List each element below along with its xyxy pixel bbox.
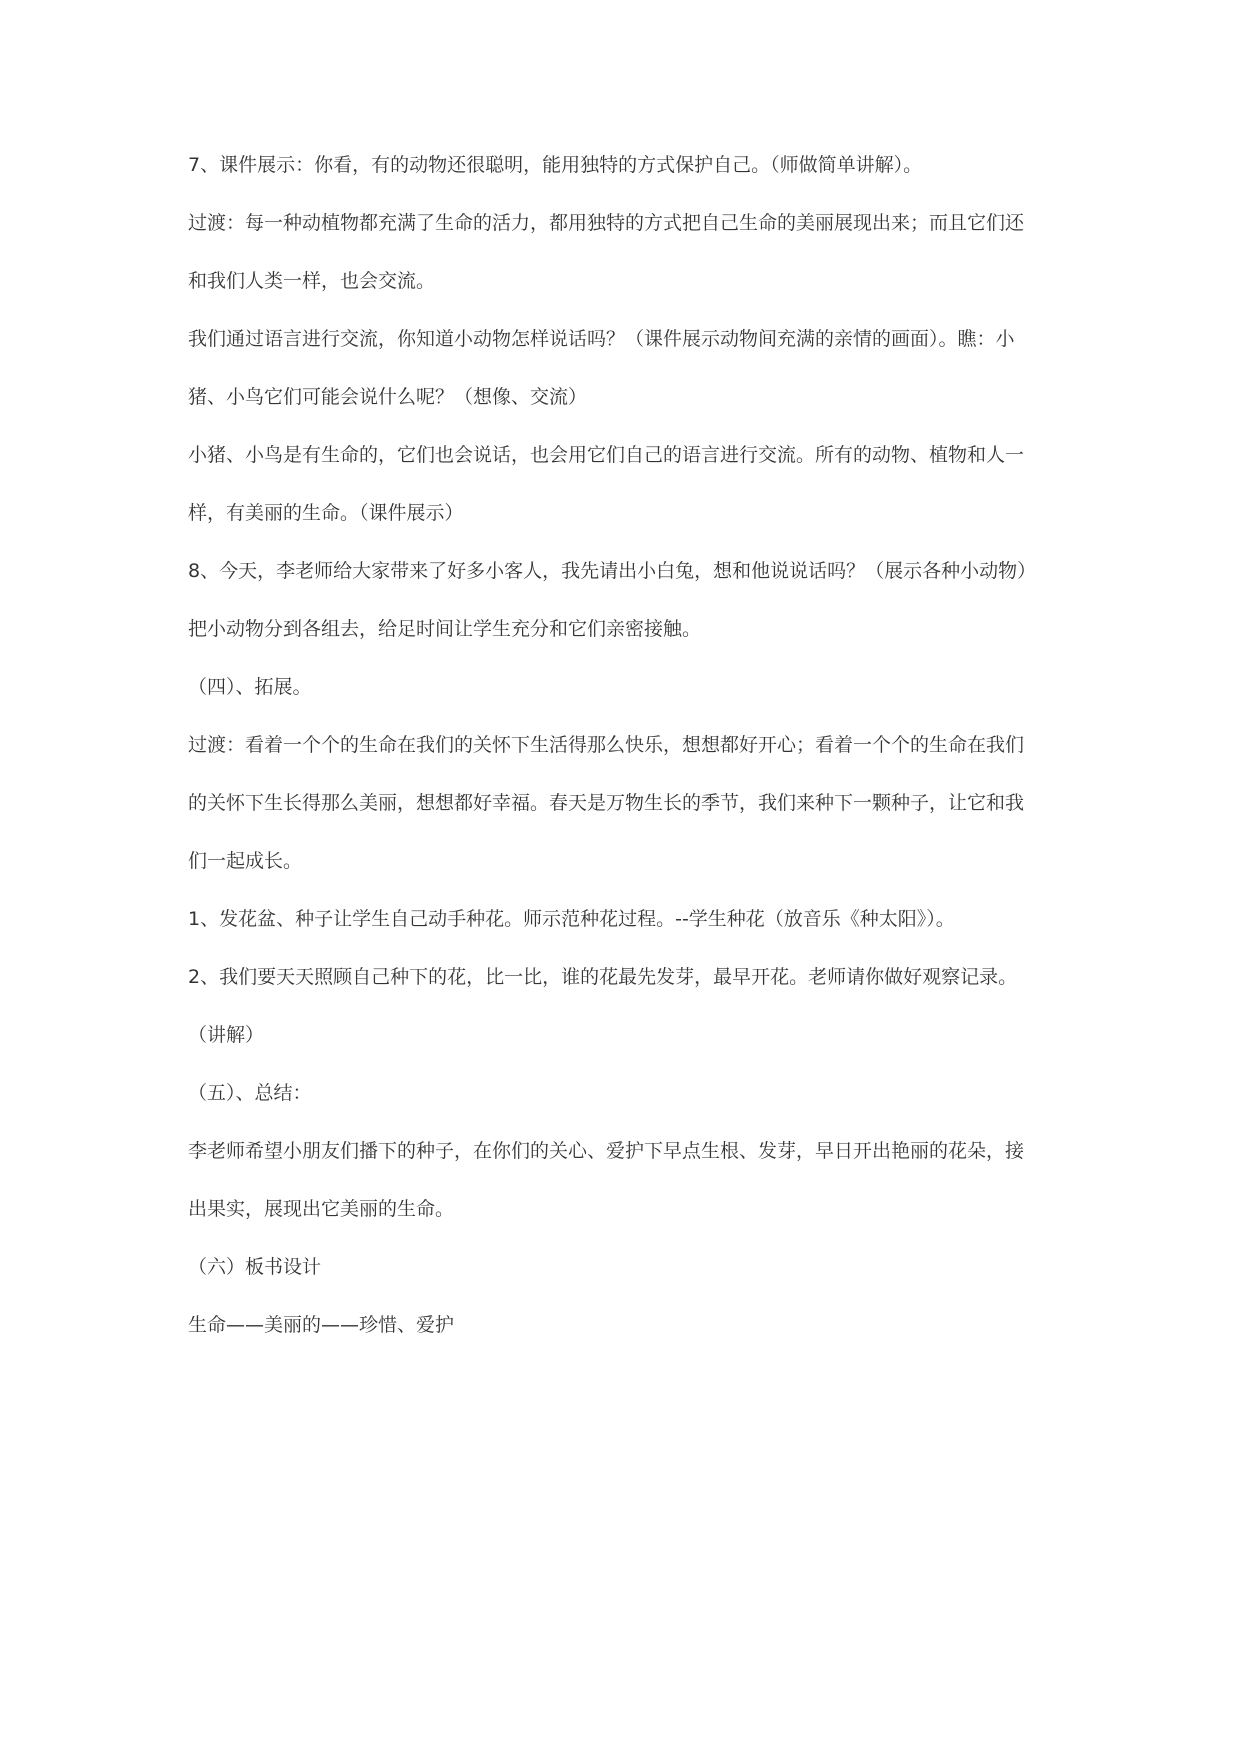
- text-line: （讲解）: [188, 1024, 265, 1046]
- text-line: 样，有美丽的生命。（课件展示）: [188, 502, 464, 524]
- text-line: 1、发花盆、种子让学生自己动手种花。师示范种花过程。--学生种花（放音乐《种太阳》）。: [188, 908, 955, 930]
- text-line: 小猪、小鸟是有生命的，它们也会说话，也会用它们自己的语言进行交流。所有的动物、植物和人一: [188, 444, 1025, 466]
- text-line: 过渡：看着一个个的生命在我们的关怀下生活得那么快乐，想想都好开心；看着一个个的生命在我们: [188, 734, 1025, 756]
- text-line: 过渡：每一种动植物都充满了生命的活力，都用独特的方式把自己生命的美丽展现出来；而且它们还: [188, 212, 1025, 234]
- text-line: 我们通过语言进行交流，你知道小动物怎样说话吗？（课件展示动物间充满的亲情的画面）。瞧：小: [188, 328, 1015, 350]
- section-heading: （六）板书设计: [188, 1256, 322, 1278]
- text-line: 和我们人类一样，也会交流。: [188, 270, 436, 292]
- text-line: 的关怀下生长得那么美丽，想想都好幸福。春天是万物生长的季节，我们来种下一颗种子，让它和我: [188, 792, 1025, 814]
- section-heading: （四）、拓展。: [188, 676, 312, 698]
- text-line: 8、今天，李老师给大家带来了好多小客人，我先请出小白兔，想和他说说话吗？（展示各种小动物）: [188, 560, 1037, 582]
- text-line: 猪、小鸟它们可能会说什么呢？（想像、交流）: [188, 386, 588, 408]
- text-line: 生命——美丽的——珍惜、爱护: [188, 1314, 455, 1336]
- text-line: 2、我们要天天照顾自己种下的花，比一比，谁的花最先发芽，最早开花。老师请你做好观察记录。: [188, 966, 1018, 988]
- text-line: 把小动物分到各组去，给足时间让学生充分和它们亲密接触。: [188, 618, 702, 640]
- text-line: 出果实，展现出它美丽的生命。: [188, 1198, 455, 1220]
- text-line: 们一起成长。: [188, 850, 303, 872]
- text-line: 李老师希望小朋友们播下的种子，在你们的关心、爱护下早点生根、发芽，早日开出艳丽的花朵，接: [188, 1140, 1025, 1162]
- section-heading: （五）、总结：: [188, 1082, 312, 1104]
- text-line: 7、课件展示：你看，有的动物还很聪明，能用独特的方式保护自己。（师做简单讲解）。: [188, 154, 923, 176]
